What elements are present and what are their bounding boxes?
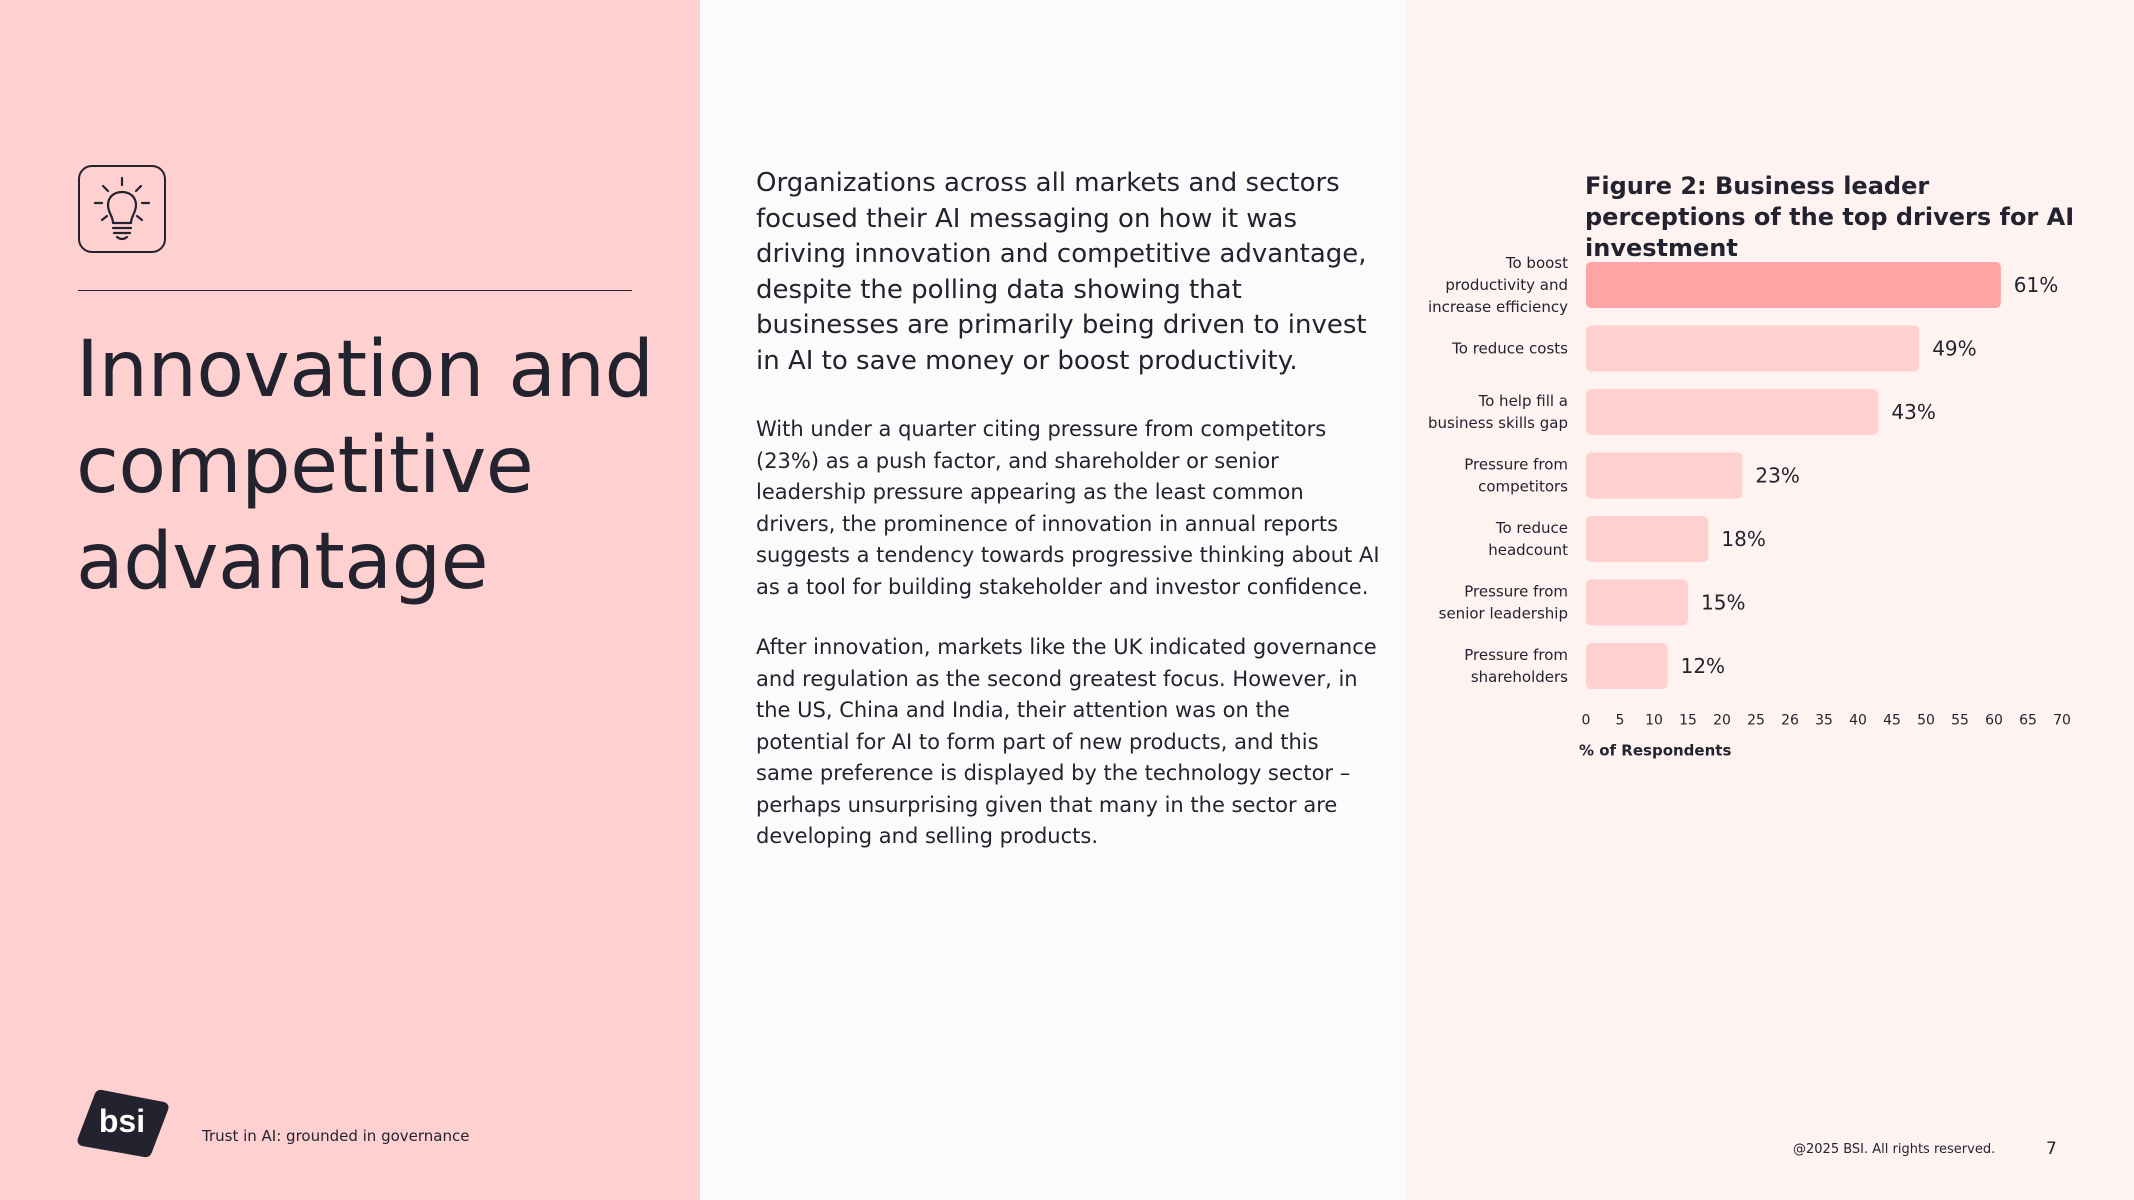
category-label-2: To help fill a business skills gap	[1428, 392, 1568, 432]
x-tick-label: 20	[1713, 712, 1731, 729]
bar-6	[1586, 643, 1668, 689]
page-number: 7	[2046, 1139, 2057, 1159]
bar-chart	[1406, 250, 2134, 770]
bar-3	[1586, 453, 1742, 499]
category-label-0: To boost productivity and increase efficiency	[1428, 254, 1568, 316]
markets-paragraph: After innovation, markets like the UK indicated governance and regulation as the second greatest focus. However, in the US, China and India, their attention was on the potential for AI to form part of new products, and this same preference is displayed by the technology sector – perhaps unsurprising given that many in the sector are developing and selling products.	[756, 635, 1377, 848]
x-tick-label: 15	[1679, 712, 1697, 729]
title-divider	[78, 290, 632, 291]
section-title: Innovation and competitive advantage	[76, 325, 654, 607]
bar-4	[1586, 516, 1708, 562]
bar-2	[1586, 389, 1878, 435]
x-tick-label: 40	[1849, 712, 1867, 729]
x-tick-label: 5	[1615, 712, 1625, 729]
x-tick-label: 70	[2053, 712, 2071, 729]
figure-title: Figure 2: Business leader perceptions of the top drivers for AI investment	[1585, 172, 2075, 262]
intro-paragraph: Organizations across all markets and sectors focused their AI messaging on how it was driving innovation and competitive advantage, despite the polling data showing that businesses are primarily being driven to invest in AI to save money or boost productivity.	[756, 168, 1367, 376]
value-label-1: 49%	[1932, 336, 1977, 361]
lightbulb-icon	[78, 165, 166, 253]
value-label-0: 61%	[2013, 273, 2059, 297]
category-label-4: To reduce headcount	[1488, 519, 1568, 559]
x-tick-label: 50	[1917, 712, 1935, 729]
bar-0	[1586, 262, 2001, 308]
x-tick-label: 60	[1985, 712, 2003, 729]
competitors-paragraph: With under a quarter citing pressure from competitors (23%) as a push factor, and shareholder or senior leadership pressure appearing as the least common drivers, the prominence of innovation in annual reports suggests a tendency towards progressive thinking about AI as a tool for building stakeholder and investor confidence.	[756, 417, 1380, 599]
x-tick-label: 35	[1815, 712, 1833, 729]
value-label-5: 15%	[1701, 590, 1746, 615]
x-tick-label: 0	[1581, 712, 1591, 729]
value-label-6: 12%	[1680, 654, 1726, 678]
svg-text:bsi: bsi	[98, 1103, 146, 1139]
category-label-5: Pressure from senior leadership	[1438, 582, 1568, 623]
value-label-4: 18%	[1721, 527, 1766, 551]
value-label-2: 43%	[1891, 400, 1936, 424]
bsi-logo	[76, 1086, 170, 1168]
category-label-3: Pressure from competitors	[1464, 455, 1568, 496]
x-tick-label: 25	[1747, 712, 1765, 729]
chart-svg	[1406, 250, 2134, 770]
footer-document-title: Trust in AI: grounded in governance	[202, 1127, 470, 1145]
x-tick-label: 65	[2019, 712, 2037, 729]
x-axis-label: % of Respondents	[1579, 741, 1732, 760]
x-tick-label: 10	[1645, 712, 1663, 729]
bar-5	[1586, 580, 1688, 626]
copyright-text: @2025 BSI. All rights reserved.	[1793, 1142, 1996, 1157]
x-tick-label: 55	[1951, 712, 1969, 729]
category-label-1: To reduce costs	[1452, 339, 1568, 358]
x-tick-label: 45	[1883, 712, 1901, 729]
bar-1	[1586, 326, 1919, 372]
x-tick-label: 26	[1781, 712, 1799, 729]
value-label-3: 23%	[1755, 463, 1800, 488]
category-label-6: Pressure from shareholders	[1464, 646, 1568, 686]
